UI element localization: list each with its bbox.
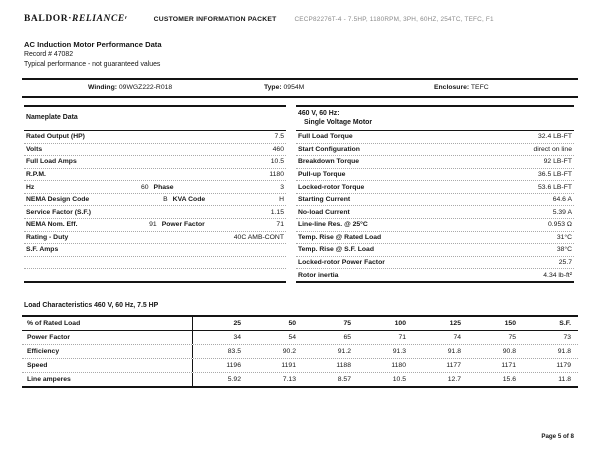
cell-value: 11.8 bbox=[558, 376, 571, 383]
row-label: Start Configuration bbox=[298, 145, 360, 153]
table-row bbox=[24, 143, 286, 156]
cell-value: 1180 bbox=[391, 362, 406, 369]
row-value: 31°C bbox=[556, 233, 572, 241]
row-label: Hz bbox=[26, 183, 35, 191]
column-header: 125 bbox=[449, 320, 461, 327]
table-row bbox=[24, 205, 286, 218]
row-value: 4.34 lb-ft² bbox=[543, 271, 572, 279]
row-label: Volts bbox=[26, 145, 43, 153]
cell-value: 91.8 bbox=[447, 348, 461, 355]
row-value: 7.5 bbox=[274, 133, 284, 141]
row-label: Rated Output (HP) bbox=[26, 133, 85, 141]
column-header: S.F. bbox=[559, 320, 571, 327]
table-row bbox=[296, 231, 574, 244]
cell-value: 75 bbox=[508, 334, 516, 341]
load-table-body bbox=[22, 331, 578, 386]
table-row bbox=[296, 193, 574, 206]
cell-value: 12.7 bbox=[447, 376, 461, 383]
cell-value: 1191 bbox=[281, 362, 296, 369]
voltage-header-line1: 460 V, 60 Hz: bbox=[298, 109, 340, 117]
nameplate-header-text: Nameplate Data bbox=[26, 114, 78, 122]
row-value: 460 bbox=[272, 145, 284, 153]
voltage-header-line2: Single Voltage Motor bbox=[304, 118, 373, 126]
cell-value: 34 bbox=[233, 334, 241, 341]
row-label: Starting Current bbox=[298, 196, 351, 204]
cell-value: 73 bbox=[563, 334, 571, 341]
voltage-section-header bbox=[296, 107, 574, 131]
row-value: 10.5 bbox=[270, 158, 284, 166]
table-row bbox=[296, 131, 574, 143]
table-row-empty bbox=[24, 256, 286, 269]
cell-value: 5.92 bbox=[227, 376, 241, 383]
table-row bbox=[296, 155, 574, 168]
row-mid-value: 60 bbox=[140, 183, 149, 191]
cell-value: 90.8 bbox=[502, 348, 516, 355]
row-value: 40C AMB-CONT bbox=[233, 233, 284, 241]
row-label: Locked-rotor Power Factor bbox=[298, 259, 385, 267]
voltage-section bbox=[296, 105, 574, 283]
title-block bbox=[24, 40, 162, 69]
row-label: Breakdown Torque bbox=[298, 158, 360, 166]
packet-title: CUSTOMER INFORMATION PACKET bbox=[153, 16, 277, 23]
row-value: 0.953 Ω bbox=[548, 221, 572, 229]
cell-value: 91.8 bbox=[557, 348, 571, 355]
row-value: 38°C bbox=[556, 246, 572, 254]
cell-value: 74 bbox=[453, 334, 461, 341]
column-header: 150 bbox=[504, 320, 516, 327]
header bbox=[24, 14, 580, 24]
row-second-label: Power Factor bbox=[161, 221, 205, 229]
table-row bbox=[296, 168, 574, 181]
type-label: Type: bbox=[264, 84, 282, 91]
row-label: Service Factor (S.F.) bbox=[26, 208, 91, 216]
row-value: 92 LB-FT bbox=[543, 158, 572, 166]
page-title: AC Induction Motor Performance Data bbox=[24, 40, 162, 49]
table-row bbox=[22, 358, 578, 372]
table-row bbox=[24, 168, 286, 181]
cell-value: 7.13 bbox=[282, 376, 296, 383]
row-label: NEMA Nom. Eff. bbox=[26, 221, 78, 229]
cell-value: 1171 bbox=[501, 362, 516, 369]
row-value: 5.39 A bbox=[552, 208, 572, 216]
enclosure-label: Enclosure: bbox=[434, 84, 470, 91]
winding-label: Winding: bbox=[88, 84, 118, 91]
enclosure-value: TEFC bbox=[470, 84, 489, 91]
cell-value: 54 bbox=[288, 334, 296, 341]
column-header: 25 bbox=[233, 320, 241, 327]
cell-value: 15.6 bbox=[502, 376, 516, 383]
row-value: direct on line bbox=[533, 145, 572, 153]
row-label: Locked-rotor Torque bbox=[298, 183, 365, 191]
cell-value: 1177 bbox=[446, 362, 461, 369]
table-row bbox=[22, 372, 578, 386]
type-value: 0954M bbox=[283, 84, 305, 91]
row-value: 3 bbox=[280, 183, 284, 191]
row-label: Speed bbox=[22, 359, 193, 372]
cell-value: 8.57 bbox=[337, 376, 351, 383]
row-label: Rotor inertia bbox=[298, 271, 339, 279]
row-mid-value: 91 bbox=[149, 221, 157, 229]
nameplate-section-header bbox=[24, 107, 286, 131]
load-characteristics-table bbox=[22, 315, 578, 388]
row-label: Power Factor bbox=[22, 331, 193, 344]
cell-value: 71 bbox=[398, 334, 406, 341]
table-row bbox=[296, 256, 574, 269]
table-row bbox=[24, 231, 286, 244]
load-characteristics-title: Load Characteristics 460 V, 60 Hz, 7.5 HP bbox=[24, 302, 159, 309]
table-row-empty bbox=[24, 268, 286, 281]
logo-baldor-text: BALDOR bbox=[24, 14, 69, 24]
nameplate-rows bbox=[24, 131, 286, 281]
motor-model-line: CECP82276T-4 - 7.5HP, 1180RPM, 3PH, 60HZ, 254TC, TEFC, F1 bbox=[294, 16, 494, 23]
row-label: Efficiency bbox=[22, 345, 193, 358]
table-row bbox=[24, 155, 286, 168]
row-label: Line amperes bbox=[22, 373, 193, 386]
column-header: 50 bbox=[288, 320, 296, 327]
row-value: H bbox=[279, 196, 284, 204]
logo-separator: · bbox=[68, 14, 73, 24]
row-value: 1180 bbox=[269, 171, 284, 179]
cell-value: 1196 bbox=[226, 362, 241, 369]
row-label: Full Load Torque bbox=[298, 133, 353, 141]
row-label: Rating - Duty bbox=[26, 233, 69, 241]
row-label: No-load Current bbox=[298, 208, 350, 216]
row-label: Full Load Amps bbox=[26, 158, 77, 166]
row-value: 64.6 A bbox=[552, 196, 572, 204]
table-row bbox=[24, 193, 286, 206]
table-row bbox=[296, 180, 574, 193]
enclosure-field bbox=[434, 84, 489, 91]
table-row bbox=[296, 143, 574, 156]
page-number: Page 5 of 8 bbox=[541, 433, 574, 440]
row-label: S.F. Amps bbox=[26, 246, 59, 254]
row-label: NEMA Design Code bbox=[26, 196, 90, 204]
load-table-header-row bbox=[22, 317, 578, 331]
nameplate-section bbox=[24, 105, 286, 283]
table-row bbox=[296, 243, 574, 256]
type-field bbox=[264, 84, 304, 91]
logo-reliance-text: RELIANCE bbox=[72, 14, 125, 24]
row-second-label: Phase bbox=[153, 183, 174, 191]
cell-value: 1179 bbox=[556, 362, 571, 369]
row-value: 1.15 bbox=[270, 208, 284, 216]
table-row bbox=[296, 268, 574, 281]
column-header: 75 bbox=[343, 320, 351, 327]
performance-note: Typical performance - not guaranteed values bbox=[24, 60, 161, 68]
voltage-rows bbox=[296, 131, 574, 281]
winding-value: 09WGZ222-R018 bbox=[118, 84, 173, 91]
table-row bbox=[22, 344, 578, 358]
cell-value: 10.5 bbox=[392, 376, 406, 383]
column-header: % of Rated Load bbox=[22, 317, 193, 330]
row-value: 25.7 bbox=[558, 259, 572, 267]
table-row bbox=[24, 243, 286, 256]
cell-value: 83.5 bbox=[227, 348, 241, 355]
row-label: Temp. Rise @ S.F. Load bbox=[298, 246, 374, 254]
brand-logo bbox=[24, 14, 128, 24]
table-row bbox=[24, 180, 286, 193]
table-row bbox=[22, 331, 578, 344]
row-value: 36.5 LB-FT bbox=[538, 171, 572, 179]
cell-value: 91.3 bbox=[392, 348, 406, 355]
row-label: Temp. Rise @ Rated Load bbox=[298, 233, 382, 241]
cell-value: 65 bbox=[343, 334, 351, 341]
row-value: 32.4 LB-FT bbox=[538, 133, 572, 141]
table-row bbox=[296, 218, 574, 231]
column-header: 100 bbox=[394, 320, 406, 327]
row-label: Pull-up Torque bbox=[298, 171, 346, 179]
row-label: R.P.M. bbox=[26, 171, 46, 179]
row-value: 71 bbox=[276, 221, 284, 229]
cell-value: 91.2 bbox=[337, 348, 351, 355]
table-row bbox=[24, 218, 286, 231]
winding-field bbox=[88, 84, 172, 91]
cell-value: 90.2 bbox=[282, 348, 296, 355]
row-mid-value: B bbox=[163, 196, 168, 204]
row-second-label: KVA Code bbox=[172, 196, 206, 204]
table-row bbox=[296, 205, 574, 218]
row-value: 53.6 LB-FT bbox=[538, 183, 572, 191]
winding-bar bbox=[22, 78, 578, 98]
table-row bbox=[24, 131, 286, 143]
record-number: Record # 47082 bbox=[24, 51, 74, 58]
cell-value: 1188 bbox=[336, 362, 351, 369]
row-label: Line-line Res. @ 25°C bbox=[298, 221, 368, 229]
logo-trademark-icon: r bbox=[124, 15, 128, 21]
data-boxes bbox=[24, 105, 574, 283]
